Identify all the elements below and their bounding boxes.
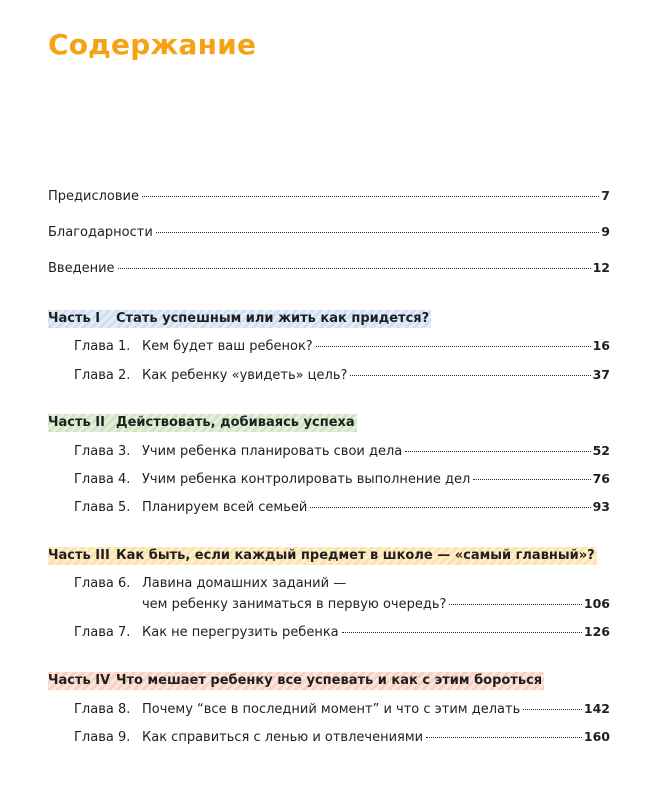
entry-title: Как не перегрузить ребенка <box>142 625 339 640</box>
page-number: 142 <box>583 701 610 716</box>
page-number: 106 <box>583 596 610 611</box>
chapter-label: Глава 3. <box>74 444 131 459</box>
dot-leader <box>316 346 591 347</box>
part-title: Стать успешным или жить как придется? <box>116 311 430 326</box>
chapter-label: Глава 5. <box>74 500 131 515</box>
page-number: 37 <box>592 367 610 382</box>
toc-entry-preface[interactable] <box>48 188 610 205</box>
part-label: Часть IV <box>48 673 111 688</box>
toc-entry-chapter-1[interactable] <box>48 338 610 355</box>
page-number: 52 <box>592 443 610 458</box>
entry-title: Как справиться с ленью и отвлечениями <box>142 730 424 745</box>
toc-entry-chapter-3[interactable] <box>48 443 610 460</box>
page-number: 76 <box>592 471 610 486</box>
dot-leader <box>350 375 590 376</box>
entry-title: Введение <box>48 261 115 276</box>
page-number: 16 <box>592 338 610 353</box>
entry-title: Учим ребенка планировать свои дела <box>142 444 403 459</box>
page-number: 12 <box>592 260 610 275</box>
chapter-label: Глава 2. <box>74 368 131 383</box>
part-label: Часть I <box>48 311 101 326</box>
dot-leader <box>118 268 591 269</box>
part-heading-3[interactable] <box>48 547 597 565</box>
part-label: Часть III <box>48 548 110 563</box>
chapter-label: Глава 6. <box>74 576 131 591</box>
page-number: 9 <box>601 224 610 239</box>
chapter-label: Глава 7. <box>74 625 131 640</box>
part-title: Что мешает ребенку все успевать и как с этим бороться <box>116 673 543 688</box>
entry-title: Как ребенку «увидеть» цель? <box>142 368 348 383</box>
chapter-label: Глава 4. <box>74 472 131 487</box>
entry-title: Предисловие <box>48 189 139 204</box>
part-label: Часть II <box>48 415 105 430</box>
entry-title: Учим ребенка контролировать выполнение дел <box>142 472 471 487</box>
chapter-label: Глава 9. <box>74 730 131 745</box>
part-heading-1[interactable] <box>48 310 431 328</box>
part-heading-4[interactable] <box>48 672 544 690</box>
entry-title: Благодарности <box>48 225 153 240</box>
entry-title: Лавина домашних заданий — <box>142 576 347 591</box>
dot-leader <box>405 451 590 452</box>
toc-entry-chapter-6-line-1[interactable] <box>48 576 610 592</box>
dot-leader <box>426 737 582 738</box>
dot-leader <box>473 479 590 480</box>
toc-entry-chapter-8[interactable] <box>48 701 610 718</box>
chapter-label: Глава 1. <box>74 339 131 354</box>
toc-entry-chapter-6-line-2[interactable] <box>142 596 610 613</box>
entry-title: Планируем всей семьей <box>142 500 308 515</box>
toc-entry-chapter-5[interactable] <box>48 499 610 516</box>
page-number: 160 <box>583 729 610 744</box>
toc-entry-chapter-2[interactable] <box>48 367 610 384</box>
entry-title: Кем будет ваш ребенок? <box>142 339 313 354</box>
dot-leader <box>310 507 590 508</box>
toc-entry-chapter-7[interactable] <box>48 624 610 641</box>
page-number: 7 <box>601 188 610 203</box>
toc-entry-acknowledgements[interactable] <box>48 224 610 241</box>
dot-leader <box>142 196 599 197</box>
page-title: Содержание <box>48 28 257 61</box>
toc-entry-introduction[interactable] <box>48 260 610 277</box>
part-heading-2[interactable] <box>48 414 357 432</box>
chapter-label: Глава 8. <box>74 702 131 717</box>
entry-title: Почему “все в последний момент” и что с этим делать <box>142 702 521 717</box>
dot-leader <box>342 632 582 633</box>
dot-leader <box>523 709 582 710</box>
part-title: Действовать, добиваясь успеха <box>116 415 355 430</box>
dot-leader <box>156 232 599 233</box>
toc-entry-chapter-9[interactable] <box>48 729 610 746</box>
part-title: Как быть, если каждый предмет в школе — «самый главный»? <box>116 548 595 563</box>
page-number: 93 <box>592 499 610 514</box>
entry-title-continued: чем ребенку заниматься в первую очередь? <box>142 597 447 612</box>
page-number: 126 <box>583 624 610 639</box>
toc-entry-chapter-4[interactable] <box>48 471 610 488</box>
dot-leader <box>449 604 582 605</box>
